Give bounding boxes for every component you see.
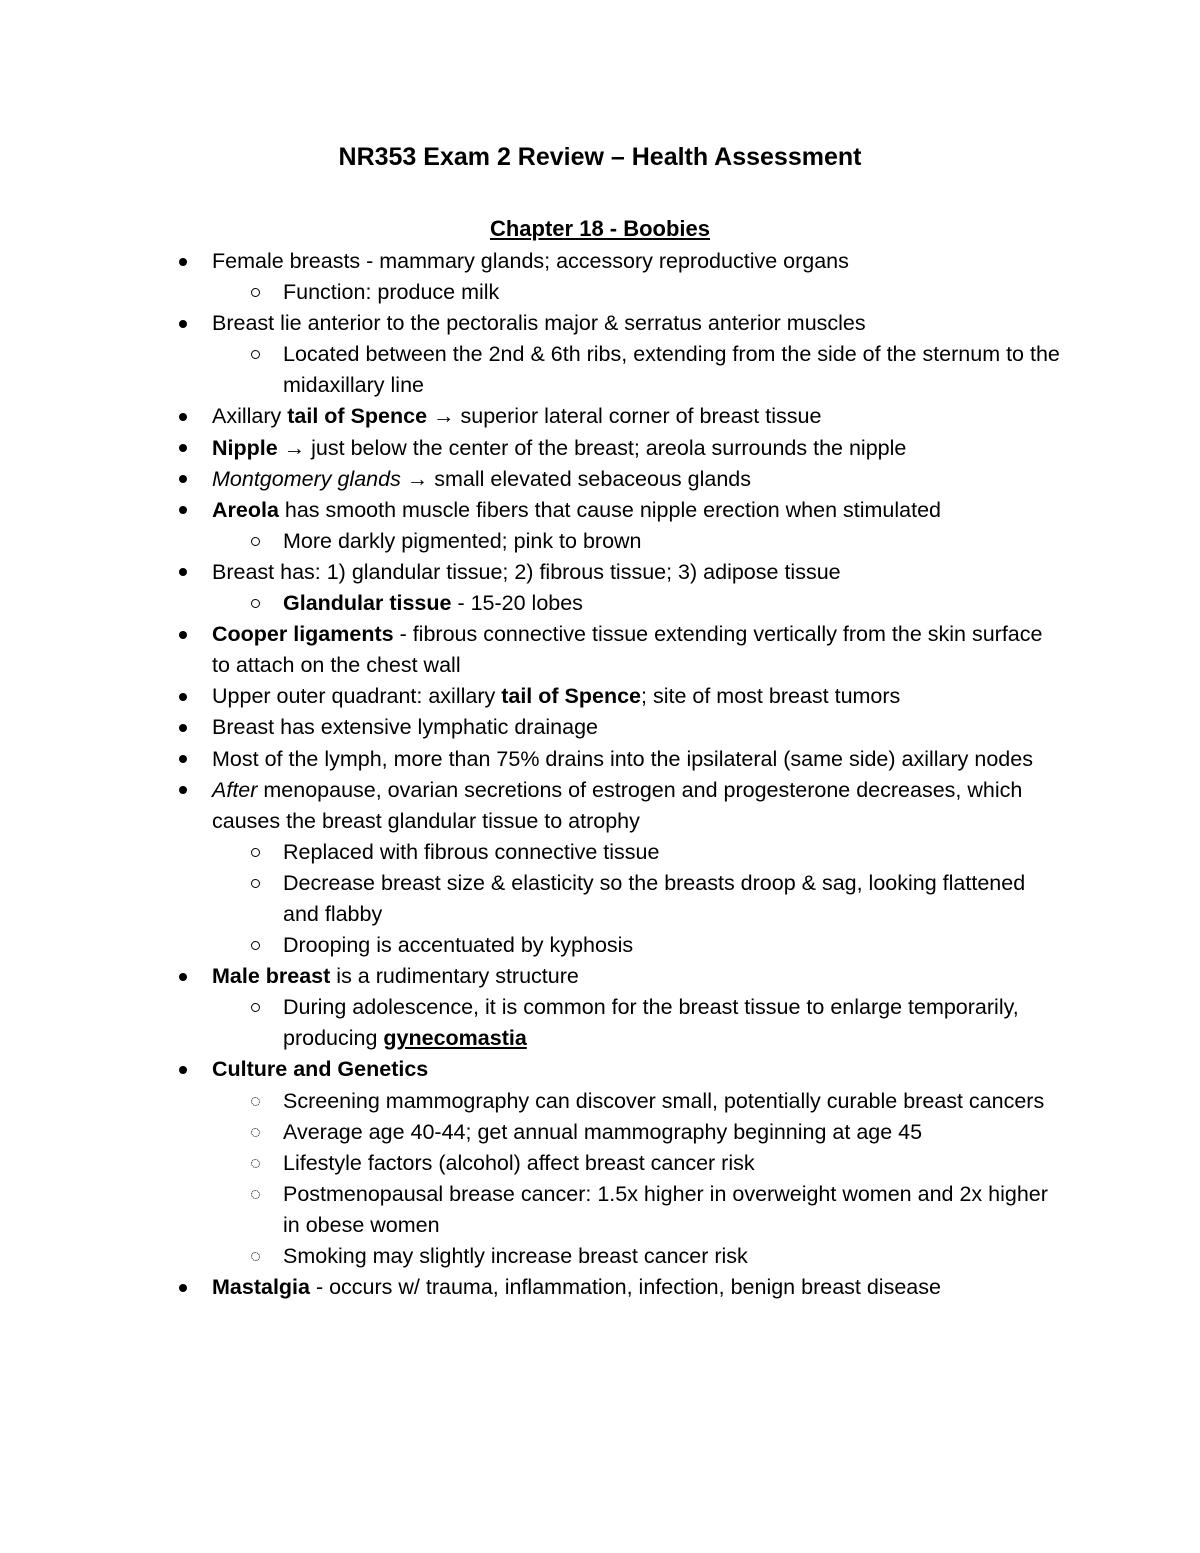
sub-bullet-icon: [248, 1179, 262, 1210]
sub-list-item: [0, 339, 1063, 401]
sub-list-item: [0, 992, 1063, 1054]
item-text: - occurs w/ trauma, inflammation, infection, benign breast disease: [309, 1275, 941, 1300]
bullet-icon: [176, 775, 190, 806]
sub-list-item: [0, 588, 1063, 619]
sub-bullet-icon: [248, 992, 262, 1023]
item-text: Culture and Genetics: [212, 1057, 429, 1082]
sub-list-item: [0, 1241, 1063, 1272]
list-item: [0, 308, 1062, 339]
list-item: [0, 464, 1062, 495]
bullet-icon: [176, 712, 190, 743]
list-item: [0, 775, 1062, 837]
item-text: gynecomastia: [383, 1026, 527, 1051]
bullet-icon: [176, 401, 190, 432]
sub-bullet-icon: [248, 526, 262, 557]
item-text: After: [212, 777, 258, 802]
item-text: Replaced with fibrous connective tissue: [283, 839, 660, 864]
item-text: Nipple: [212, 435, 278, 460]
item-text: is a rudimentary structure: [330, 964, 579, 989]
sub-bullet-icon: [248, 837, 262, 868]
bullet-icon: [176, 308, 190, 339]
item-text: Located between the 2nd & 6th ribs, extending from the side of the sternum to the midaxillary line: [283, 342, 1060, 398]
item-text: Most of the lymph, more than 75% drains into the ipsilateral (same side) axillary nodes: [212, 746, 1033, 771]
notes-list: [0, 246, 1200, 1303]
sub-bullet-icon: [248, 1241, 262, 1272]
list-item: [0, 557, 1062, 588]
list-item: [0, 619, 1062, 681]
item-text: → just below the center of the breast; areola surrounds the nipple: [277, 435, 907, 460]
item-text: Montgomery glands: [212, 466, 401, 491]
bullet-icon: [176, 961, 190, 992]
bullet-icon: [176, 433, 190, 464]
sub-bullet-icon: [248, 868, 262, 899]
list-item: [0, 1272, 1062, 1303]
sub-list-item: [0, 837, 1063, 868]
item-text: → superior lateral corner of breast tissue: [427, 404, 822, 429]
item-text: Female breasts - mammary glands; accessory reproductive organs: [212, 249, 849, 273]
bullet-icon: [176, 464, 190, 495]
bullet-icon: [176, 495, 190, 526]
item-text: Breast has extensive lymphatic drainage: [212, 715, 599, 740]
sub-bullet-icon: [248, 930, 262, 961]
sub-list-item: [0, 1148, 1063, 1179]
item-text: - fibrous connective tissue extending vertically from the skin surface to attach on the chest wall: [212, 622, 1043, 678]
item-text: Decrease breast size & elasticity so the breasts droop & sag, looking flattened and flabby: [283, 870, 1026, 926]
item-text: Drooping is accentuated by kyphosis: [283, 933, 634, 958]
list-item: [0, 681, 1062, 712]
sub-list-item: [0, 526, 1063, 557]
item-text: → small elevated sebaceous glands: [400, 466, 752, 491]
bullet-icon: [176, 1054, 190, 1085]
sub-bullet-icon: [248, 588, 262, 619]
item-text: Lifestyle factors (alcohol) affect breast cancer risk: [283, 1150, 755, 1175]
item-text: Screening mammography can discover small, potentially curable breast cancers: [283, 1088, 1045, 1113]
list-item: [0, 401, 1062, 432]
item-text: Average age 40-44; get annual mammography beginning at age 45: [283, 1119, 923, 1144]
item-text: Axillary: [212, 404, 288, 429]
item-text: Function: produce milk: [283, 280, 500, 305]
item-text: Smoking may slightly increase breast cancer risk: [283, 1244, 748, 1268]
item-text: menopause, ovarian secretions of estrogen and progesterone decreases, which causes the breast glandular tissue to atrophy: [212, 777, 1023, 833]
item-text: tail of Spence: [287, 404, 428, 429]
item-text: Postmenopausal brease cancer: 1.5x higher in overweight women and 2x higher in obese women: [283, 1181, 1048, 1237]
item-text: Male breast: [212, 964, 331, 989]
sub-bullet-icon: [248, 1148, 262, 1179]
sub-bullet-icon: [248, 1086, 262, 1117]
item-text: During adolescence, it is common for the breast tissue to enlarge temporarily, producing: [283, 995, 1019, 1051]
bullet-icon: [176, 681, 190, 712]
list-item: [0, 495, 1062, 526]
sub-list-item: [0, 868, 1063, 930]
document-title: NR353 Exam 2 Review – Health Assessment: [338, 143, 862, 171]
sub-bullet-icon: [248, 1117, 262, 1148]
list-item: [0, 246, 1062, 277]
sub-list-item: [0, 1086, 1063, 1117]
sub-list-item: [0, 1117, 1063, 1148]
sub-list-item: [0, 277, 1063, 308]
item-text: has smooth muscle fibers that cause nipple erection when stimulated: [278, 497, 941, 522]
sub-bullet-icon: [248, 277, 262, 308]
sub-list-item: [0, 1179, 1063, 1241]
item-text: Breast lie anterior to the pectoralis major & serratus anterior muscles: [212, 311, 866, 336]
bullet-icon: [176, 557, 190, 588]
item-text: Cooper ligaments: [212, 622, 394, 647]
item-text: More darkly pigmented; pink to brown: [283, 528, 642, 553]
item-text: Breast has: 1) glandular tissue; 2) fibrous tissue; 3) adipose tissue: [212, 559, 841, 584]
item-text: Areola: [212, 497, 279, 522]
bullet-icon: [176, 744, 190, 775]
chapter-heading: Chapter 18 - Boobies: [489, 216, 711, 241]
sub-list-item: [0, 930, 1063, 961]
list-item: [0, 433, 1062, 464]
item-text: Upper outer quadrant: axillary: [212, 684, 502, 709]
item-text: tail of Spence: [501, 684, 642, 709]
list-item: [0, 1054, 1062, 1085]
list-item: [0, 744, 1062, 775]
list-item: [0, 712, 1062, 743]
bullet-icon: [176, 619, 190, 650]
list-item: [0, 961, 1062, 992]
item-text: ; site of most breast tumors: [641, 684, 901, 709]
item-text: - 15-20 lobes: [451, 591, 583, 616]
bullet-icon: [176, 1272, 190, 1303]
bullet-icon: [176, 246, 190, 277]
sub-bullet-icon: [248, 339, 262, 370]
item-text: Mastalgia: [212, 1275, 310, 1300]
item-text: Glandular tissue: [283, 591, 452, 616]
